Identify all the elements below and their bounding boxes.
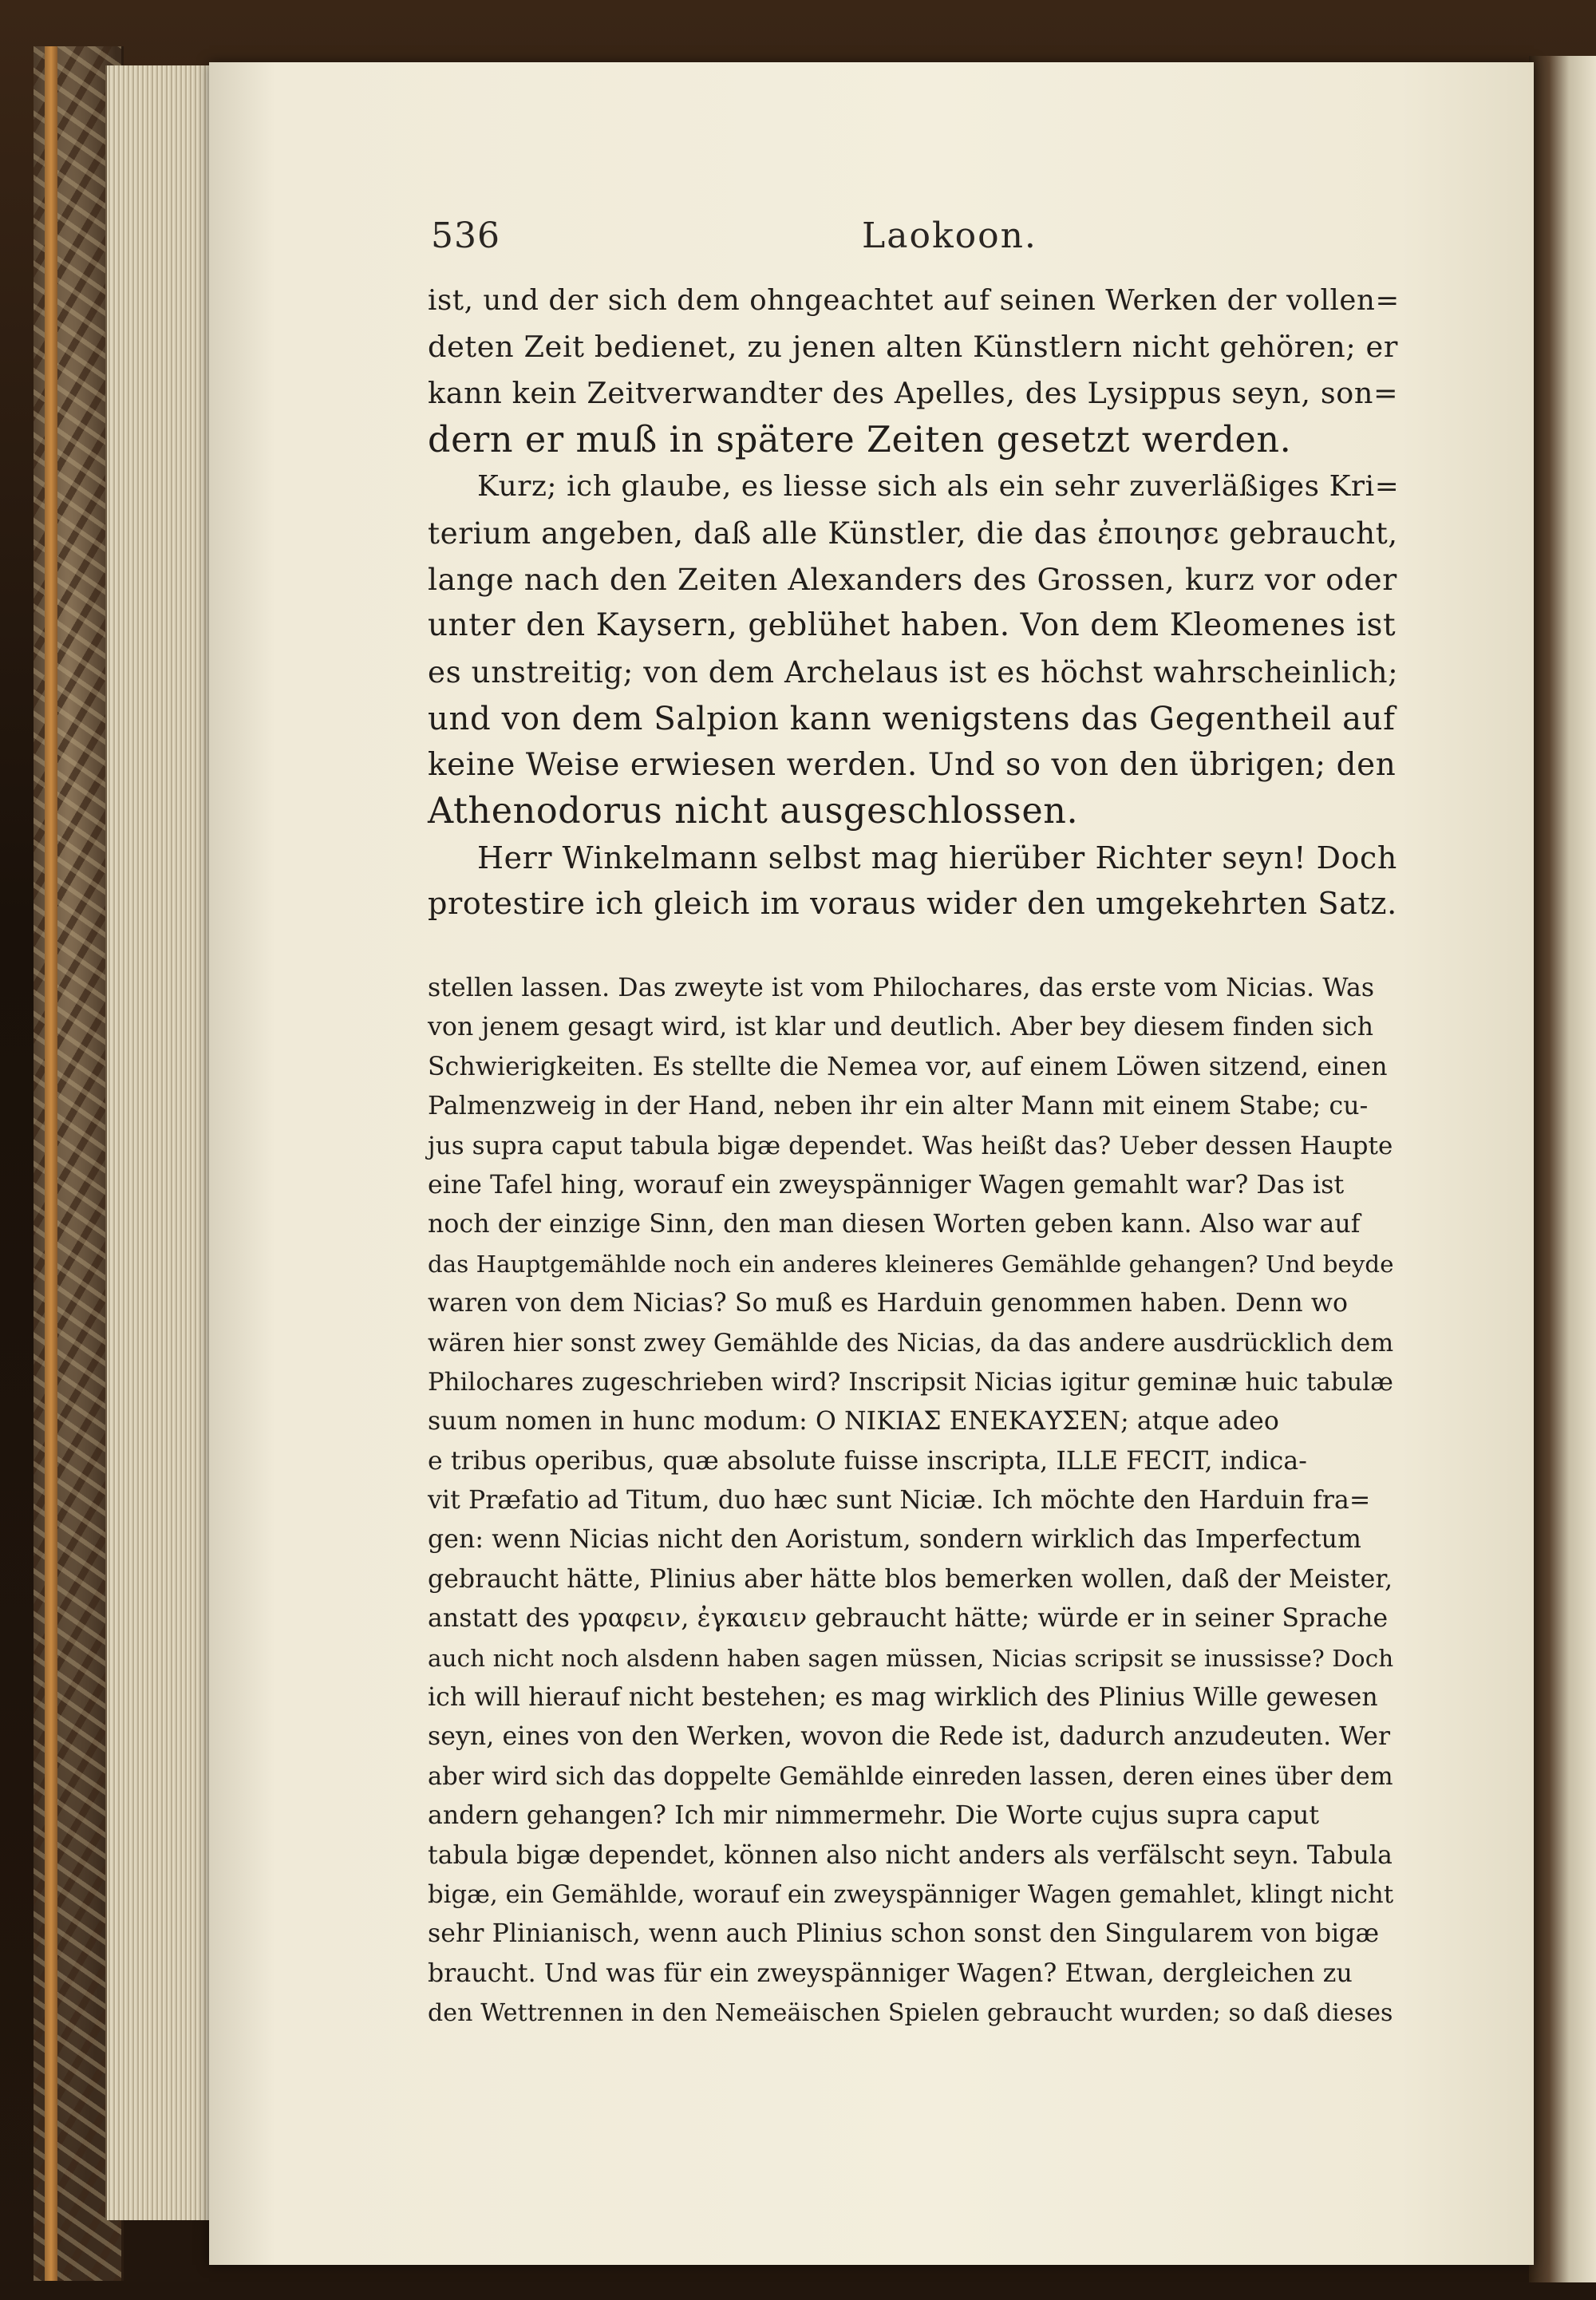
footnote-line: Philochares zugeschrieben wird? Inscripsit Nicias igitur geminæ huic tabulæ <box>428 1368 1394 1397</box>
text-line: und von dem Salpion kann wenigstens das Gegentheil auf <box>428 700 1396 737</box>
text-line: deten Zeit bedienet, zu jenen alten Künstlern nicht gehören; er <box>428 330 1399 365</box>
page-number: 536 <box>431 215 500 256</box>
footnote-line: andern gehangen? Ich mir nimmermehr. Die Worte cujus supra caput <box>428 1801 1320 1831</box>
footnote-line: jus supra caput tabula bigæ dependet. Was heißt das? Ueber dessen Haupte <box>428 1131 1393 1160</box>
text-line: dern er muß in spätere Zeiten gesetzt werden. <box>428 419 1292 460</box>
footnote-line: stellen lassen. Das zweyte ist vom Philochares, das erste vom Nicias. Was <box>428 974 1375 1002</box>
text-line: es unstreitig; von dem Archelaus ist es höchst wahrscheinlich; <box>428 654 1399 690</box>
footnote-line: eine Tafel hing, worauf ein zweyspänniger Wagen gemahlt war? Das ist <box>428 1170 1345 1199</box>
footnote-line: Palmenzweig in der Hand, neben ihr ein alter Mann mit einem Stabe; cu- <box>428 1092 1369 1121</box>
footnote-line: tabula bigæ dependet, können also nicht anders als verfälscht seyn. Tabula <box>428 1840 1393 1870</box>
text-line: Kurz; ich glaube, es liesse sich als ein sehr zuverläßiges Kri= <box>477 469 1400 503</box>
footnote-line: aber wird sich das doppelte Gemählde einreden lassen, deren eines über dem <box>428 1762 1393 1791</box>
footnote-line: anstatt des γραφειν, ἐγκαιειν gebraucht hätte; würde er in seiner Sprache <box>428 1604 1389 1634</box>
cover-leather-edge <box>45 46 57 2281</box>
footnote-line: gebraucht hätte, Plinius aber hätte blos bemerken wollen, daß der Meister, <box>428 1564 1393 1594</box>
footnote-line: e tribus operibus, quæ absolute fuisse inscripta, ILLE FECIT, indica- <box>428 1446 1308 1476</box>
footnote-line: seyn, eines von den Werken, wovon die Rede ist, dadurch anzudeuten. Wer <box>428 1722 1391 1752</box>
footnote-line: wären hier sonst zwey Gemählde des Nicias, da das andere ausdrücklich dem <box>428 1329 1394 1357</box>
text-line: ist, und der sich dem ohngeachtet auf seinen Werken der vollen= <box>428 284 1400 317</box>
footnote-line: auch nicht noch alsdenn haben sagen müssen, Nicias scripsit se inussisse? Doch <box>428 1644 1394 1672</box>
footnote-line: gen: wenn Nicias nicht den Aoristum, sondern wirklich das Imperfectum <box>428 1525 1361 1555</box>
text-line: unter den Kaysern, geblühet haben. Von dem Kleomenes ist <box>428 607 1396 644</box>
text-line: terium angeben, daß alle Künstler, die das ἐποιησε gebraucht, <box>428 515 1398 551</box>
footnote <box>428 969 1393 2033</box>
text-line: Athenodorus nicht ausgeschlossen. <box>428 791 1079 832</box>
footnote-line: braucht. Und was für ein zweyspänniger Wagen? Etwan, dergleichen zu <box>428 1958 1353 1988</box>
footnote-line: suum nomen in hunc modum: Ο ΝΙΚΙΑΣ ΕΝΕΚΑΥΣΕΝ; atque adeo <box>428 1407 1279 1437</box>
footnote-line: noch der einzige Sinn, den man diesen Worten geben kann. Also war auf <box>428 1210 1361 1239</box>
facing-page-edge <box>1529 56 1596 2282</box>
text-line: keine Weise erwiesen werden. Und so von den übrigen; den <box>428 746 1396 783</box>
text-line: protestire ich gleich im voraus wider den umgekehrten Satz. <box>428 887 1397 923</box>
footnote-line: vit Præfatio ad Titum, duo hæc sunt Niciæ. Ich möchte den Harduin fra= <box>428 1486 1371 1516</box>
footnote-line: waren von dem Nicias? So muß es Harduin genommen haben. Denn wo <box>428 1289 1349 1318</box>
footnote-line: den Wettrennen in den Nemeäischen Spielen gebraucht wurden; so daß dieses <box>428 1999 1393 2028</box>
footnote-line: das Hauptgemählde noch ein anderes kleineres Gemählde gehangen? Und beyde <box>428 1250 1394 1278</box>
running-head: Laokoon. <box>862 215 1037 256</box>
text-line: kann kein Zeitverwandter des Apelles, des Lysippus seyn, son= <box>428 376 1399 411</box>
footnote-line: Schwierigkeiten. Es stellte die Nemea vor, auf einem Löwen sitzend, einen <box>428 1052 1388 1081</box>
footnote-line: sehr Plinianisch, wenn auch Plinius schon sonst den Singularem von bigæ <box>428 1919 1380 1949</box>
text-line: Herr Winkelmann selbst mag hierüber Richter seyn! Doch <box>477 840 1397 876</box>
footnote-line: bigæ, ein Gemählde, worauf ein zweyspänniger Wagen gemahlet, klingt nicht <box>428 1880 1394 1909</box>
footnote-line: von jenem gesagt wird, ist klar und deutlich. Aber bey diesem finden sich <box>428 1013 1374 1042</box>
main-text <box>428 278 1400 928</box>
page-header <box>431 215 1389 263</box>
footnote-line: ich will hierauf nicht bestehen; es mag wirklich des Plinius Wille gewesen <box>428 1683 1378 1713</box>
text-line: lange nach den Zeiten Alexanders des Grossen, kurz vor oder <box>428 562 1397 598</box>
